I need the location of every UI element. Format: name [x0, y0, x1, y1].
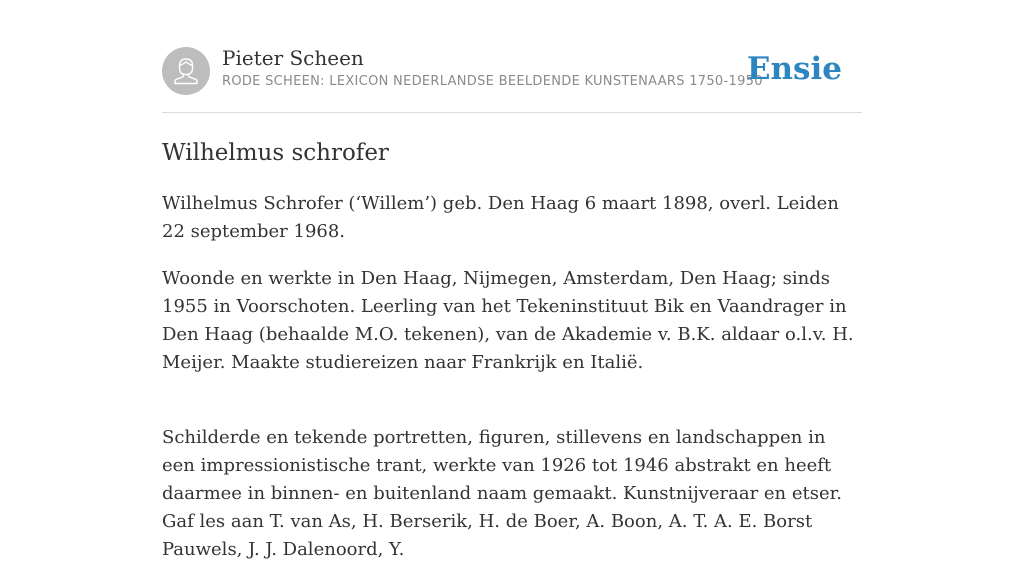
- source-label[interactable]: RODE SCHEEN: LEXICON NEDERLANDSE BEELDENDE KUNSTENAARS 1750-1950: [222, 74, 763, 89]
- article-body: [162, 190, 862, 583]
- paragraph-spacer: [162, 396, 862, 424]
- brand-logo[interactable]: Ensie: [746, 51, 842, 87]
- paragraph-work: Schilderde en tekende portretten, figuren, stillevens en landschappen in een impressionistische trant, werkte van 1926 tot 1946 abstrakt en heeft daarmee in binnen- en buitenland naam gemaakt. Kunstnijveraar en etser. Gaf les aan T. van As, H. Berserik, H. de Boer, A. Boon, A. T. A. E. Borst Pauwels, J. J. Dalenoord, Y.: [162, 427, 842, 560]
- article-header: [162, 0, 862, 113]
- article-title: Wilhelmus schrofer: [162, 140, 389, 166]
- author-avatar[interactable]: [162, 47, 210, 95]
- paragraph-biography: Woonde en werkte in Den Haag, Nijmegen, Amsterdam, Den Haag; sinds 1955 in Voorschoten. Leerling van het Tekeninstituut Bik en Vaandrager in Den Haag (behaalde M.O. tekenen), van de Akademie v. B.K. aldaar o.l.v. H. Meijer. Maakte studiereizen naar Frankrijk en Italië.: [162, 268, 854, 373]
- paragraph-intro: Wilhelmus Schrofer (‘Willem’) geb. Den Haag 6 maart 1898, overl. Leiden 22 september 1968.: [162, 193, 839, 242]
- user-icon: [162, 47, 210, 95]
- author-name[interactable]: Pieter Scheen: [222, 46, 364, 70]
- content-container: [162, 0, 862, 560]
